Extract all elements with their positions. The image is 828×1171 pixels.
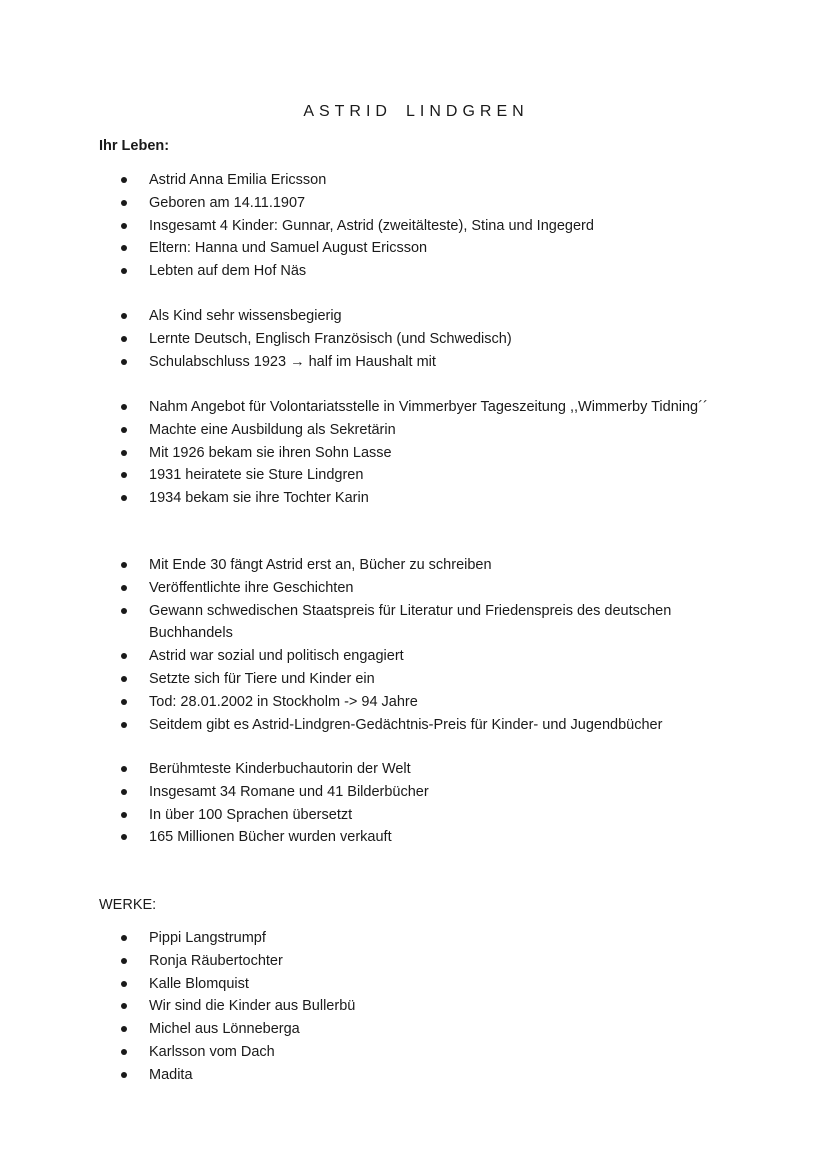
bullet-icon bbox=[121, 766, 127, 772]
list-item: Geboren am 14.11.1907 bbox=[0, 192, 828, 215]
list-item: Pippi Langstrumpf bbox=[0, 927, 828, 950]
works-heading: WERKE: bbox=[99, 897, 157, 913]
bullet-icon bbox=[121, 200, 127, 206]
bullet-icon bbox=[121, 472, 127, 478]
title-first-name: ASTRID bbox=[303, 103, 392, 120]
list-item: Als Kind sehr wissensbegierig bbox=[0, 305, 828, 328]
list-item: 1934 bekam sie ihre Tochter Karin bbox=[0, 487, 828, 510]
bullet-icon bbox=[121, 958, 127, 964]
life-list-1 bbox=[0, 169, 828, 283]
bullet-icon bbox=[121, 608, 127, 614]
bullet-icon bbox=[121, 699, 127, 705]
bullet-icon bbox=[121, 177, 127, 183]
life-list-2 bbox=[0, 305, 828, 373]
list-item: Setzte sich für Tiere und Kinder ein bbox=[0, 668, 828, 691]
bullet-icon bbox=[121, 245, 127, 251]
list-item: Schulabschluss 1923 → half im Haushalt mit bbox=[0, 351, 828, 374]
bullet-icon bbox=[121, 812, 127, 818]
list-item: Karlsson vom Dach bbox=[0, 1041, 828, 1064]
bullet-icon bbox=[121, 404, 127, 410]
title-last-name: LINDGREN bbox=[405, 103, 529, 120]
bullet-icon bbox=[121, 450, 127, 456]
page-title bbox=[0, 101, 828, 123]
list-item: Eltern: Hanna und Samuel August Ericsson bbox=[0, 237, 828, 260]
list-item: Astrid Anna Emilia Ericsson bbox=[0, 169, 828, 192]
bullet-icon bbox=[121, 1003, 127, 1009]
bullet-icon bbox=[121, 1026, 127, 1032]
bullet-icon bbox=[121, 427, 127, 433]
bullet-icon bbox=[121, 935, 127, 941]
bullet-icon bbox=[121, 1049, 127, 1055]
bullet-icon bbox=[121, 834, 127, 840]
list-item: 165 Millionen Bücher wurden verkauft bbox=[0, 826, 828, 849]
list-item: Gewann schwedischen Staatspreis für Literatur und Friedenspreis des deutschen Buchhandels bbox=[0, 600, 828, 646]
list-item: Michel aus Lönneberga bbox=[0, 1018, 828, 1041]
list-item: Insgesamt 34 Romane und 41 Bilderbücher bbox=[0, 781, 828, 804]
bullet-icon bbox=[121, 223, 127, 229]
bullet-icon bbox=[121, 1072, 127, 1078]
bullet-icon bbox=[121, 313, 127, 319]
list-item: Mit Ende 30 fängt Astrid erst an, Bücher zu schreiben bbox=[0, 554, 828, 577]
list-item: Nahm Angebot für Volontariatsstelle in Vimmerbyer Tageszeitung ,,Wimmerby Tidning´´ bbox=[0, 396, 828, 419]
bullet-icon bbox=[121, 495, 127, 501]
list-item: Madita bbox=[0, 1064, 828, 1087]
list-item: Lernte Deutsch, Englisch Französisch (und Schwedisch) bbox=[0, 328, 828, 351]
list-item: Veröffentlichte ihre Geschichten bbox=[0, 577, 828, 600]
list-item: Machte eine Ausbildung als Sekretärin bbox=[0, 419, 828, 442]
list-item: Kalle Blomquist bbox=[0, 973, 828, 996]
list-item: Lebten auf dem Hof Näs bbox=[0, 260, 828, 283]
bullet-icon bbox=[121, 676, 127, 682]
list-item: Berühmteste Kinderbuchautorin der Welt bbox=[0, 758, 828, 781]
bullet-icon bbox=[121, 722, 127, 728]
bullet-icon bbox=[121, 268, 127, 274]
list-item: Ronja Räubertochter bbox=[0, 950, 828, 973]
life-list-5 bbox=[0, 758, 828, 849]
list-item: Mit 1926 bekam sie ihren Sohn Lasse bbox=[0, 442, 828, 465]
bullet-icon bbox=[121, 653, 127, 659]
list-item: Seitdem gibt es Astrid-Lindgren-Gedächtnis-Preis für Kinder- und Jugendbücher bbox=[0, 714, 828, 737]
bullet-icon bbox=[121, 981, 127, 987]
life-list-3 bbox=[0, 396, 828, 510]
list-item: In über 100 Sprachen übersetzt bbox=[0, 804, 828, 827]
list-item: Astrid war sozial und politisch engagiert bbox=[0, 645, 828, 668]
bullet-icon bbox=[121, 585, 127, 591]
bullet-icon bbox=[121, 789, 127, 795]
bullet-icon bbox=[121, 336, 127, 342]
life-heading: Ihr Leben: bbox=[99, 138, 170, 154]
bullet-icon bbox=[121, 562, 127, 568]
list-item: 1931 heiratete sie Sture Lindgren bbox=[0, 464, 828, 487]
life-list-4 bbox=[0, 554, 828, 736]
works-list bbox=[0, 927, 828, 1087]
list-item: Insgesamt 4 Kinder: Gunnar, Astrid (zweitälteste), Stina und Ingegerd bbox=[0, 215, 828, 238]
bullet-icon bbox=[121, 359, 127, 365]
list-item: Wir sind die Kinder aus Bullerbü bbox=[0, 995, 828, 1018]
list-item: Tod: 28.01.2002 in Stockholm -> 94 Jahre bbox=[0, 691, 828, 714]
